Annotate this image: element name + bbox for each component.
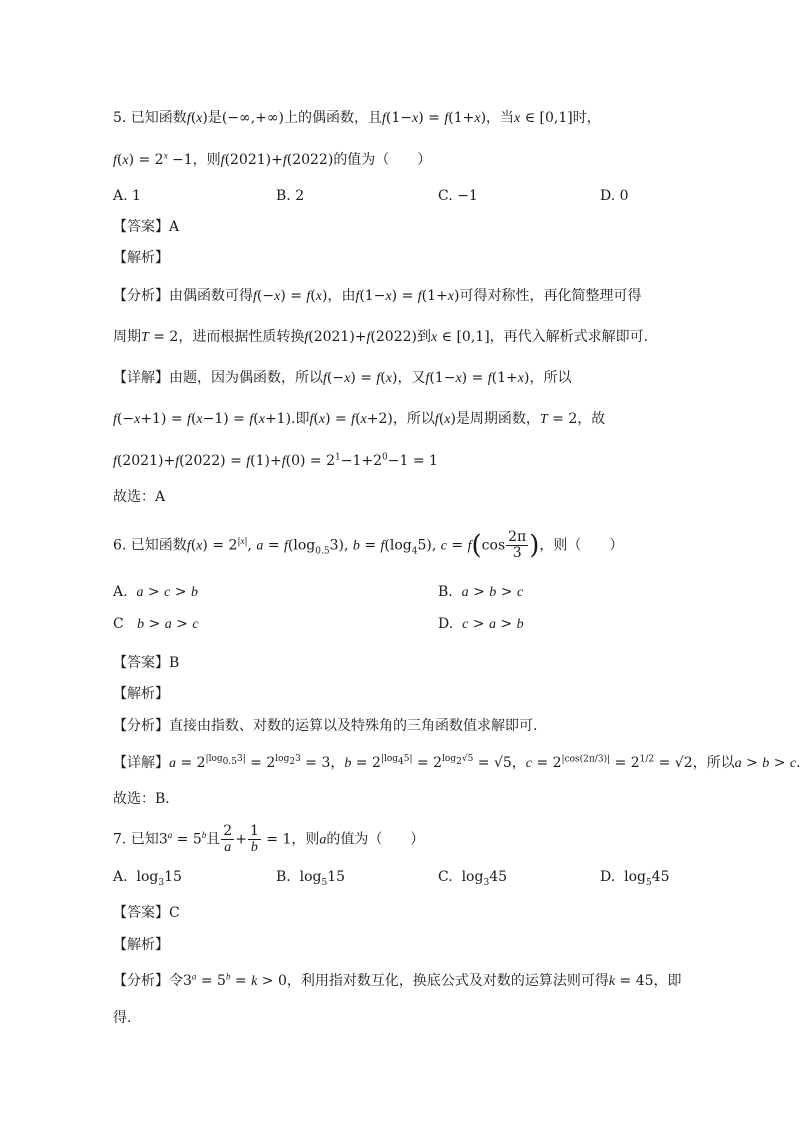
q5-stem-line1: 5. 已知函数f(x)是(−∞,+∞)上的偶函数，且f(1−x) = f(1+x)，当x ∈ [0,1]时， <box>113 110 601 126</box>
q6-option-a[interactable]: A. a > c > b <box>113 584 198 600</box>
q7-fenxi: 【分析】令$3^a = 5^b = k > 0$，利用指对数互化，换底公式及对数的运算法则可得k = 45，即 <box>113 971 682 989</box>
q7-answer: 【答案】C <box>113 905 180 921</box>
q6-answer: 【答案】B <box>113 655 180 671</box>
q5-option-c[interactable]: C. −1 <box>438 188 478 204</box>
q5-analysis-heading: 【解析】 <box>113 250 169 266</box>
q5-detail-line2: f(−x+1) = f(x−1) = f(x+1).即f(x) = f(x+2)，所以f(x)是周期函数，T = 2，故 <box>113 411 606 427</box>
q5-option-b[interactable]: B. 2 <box>276 188 305 204</box>
q5-option-d[interactable]: D. 0 <box>600 188 629 204</box>
q5-option-a[interactable]: A. 1 <box>113 188 141 204</box>
q6-fenxi: 【分析】直接由指数、对数的运算以及特殊角的三角函数值求解即可. <box>113 718 538 734</box>
q6-stem: 6. 已知函数$f(x) = 2^{|x|}$, $a = f(\log_{0.5}3)$, $b = f(\log_45)$, c = f(cos $\frac{2\pi}{3}$ )，则（ ） <box>113 529 624 561</box>
q5-detail-line1: 【详解】由题，因为偶函数，所以f(−x) = f(x)，又f(1−x) = f(1+x)，所以 <box>113 370 572 386</box>
q7-option-c[interactable]: C. $\log_345$ <box>438 869 508 888</box>
q5-period: 周期T = 2，进而根据性质转换f(2021)+f(2022)到x ∈ [0,1]，再代入解析式求解即可. <box>113 329 649 345</box>
q7-option-b[interactable]: B. $\log_515$ <box>276 869 346 888</box>
q7-option-d[interactable]: D. $\log_545$ <box>600 869 670 888</box>
q6-conclusion: 故选：B． <box>113 791 180 807</box>
q6-detail: 【详解】$a = 2^{|log_{0.5}3|} = 2^{log_23} = 3$，$b = 2^{|log_45|} = 2^{log_2√5} = √5$，$c = 2^{|cos(2\pi/3)|} = 2^{1/2} = √2$，所以a > b > c. <box>113 754 801 771</box>
q6-option-c[interactable]: C b > a > c <box>113 616 199 632</box>
q5-answer: 【答案】A <box>113 219 180 235</box>
q7-option-a[interactable]: A. $\log_315$ <box>113 869 182 888</box>
q6-option-d[interactable]: D. c > a > b <box>438 616 524 632</box>
q6-analysis-heading: 【解析】 <box>113 686 169 702</box>
q5-stem-line2: $f(x) = 2^x -1$，则f(2021)+f(2022)的值为（ ） <box>113 150 432 168</box>
q7-analysis-heading: 【解析】 <box>113 937 169 953</box>
q5-conclusion: 故选：A <box>113 489 166 505</box>
q7-stem: 7. 已知$3^a = 5^b$且 $\frac{2}{a}$ + $\frac{1}{b}$ = 1，则a的值为（ ） <box>113 823 425 855</box>
q6-option-b[interactable]: B. a > b > c <box>438 584 524 600</box>
q5-detail-line3: $f(2021)+f(2022) = f(1)+f(0) = 2^1-1+2^0-1 = 1$ <box>113 452 438 469</box>
q5-fenxi: 【分析】由偶函数可得f(−x) = f(x)，由f(1−x) = f(1+x)可得对称性，再化简整理可得 <box>113 288 642 304</box>
q7-fenxi-cont: 得. <box>113 1010 132 1026</box>
